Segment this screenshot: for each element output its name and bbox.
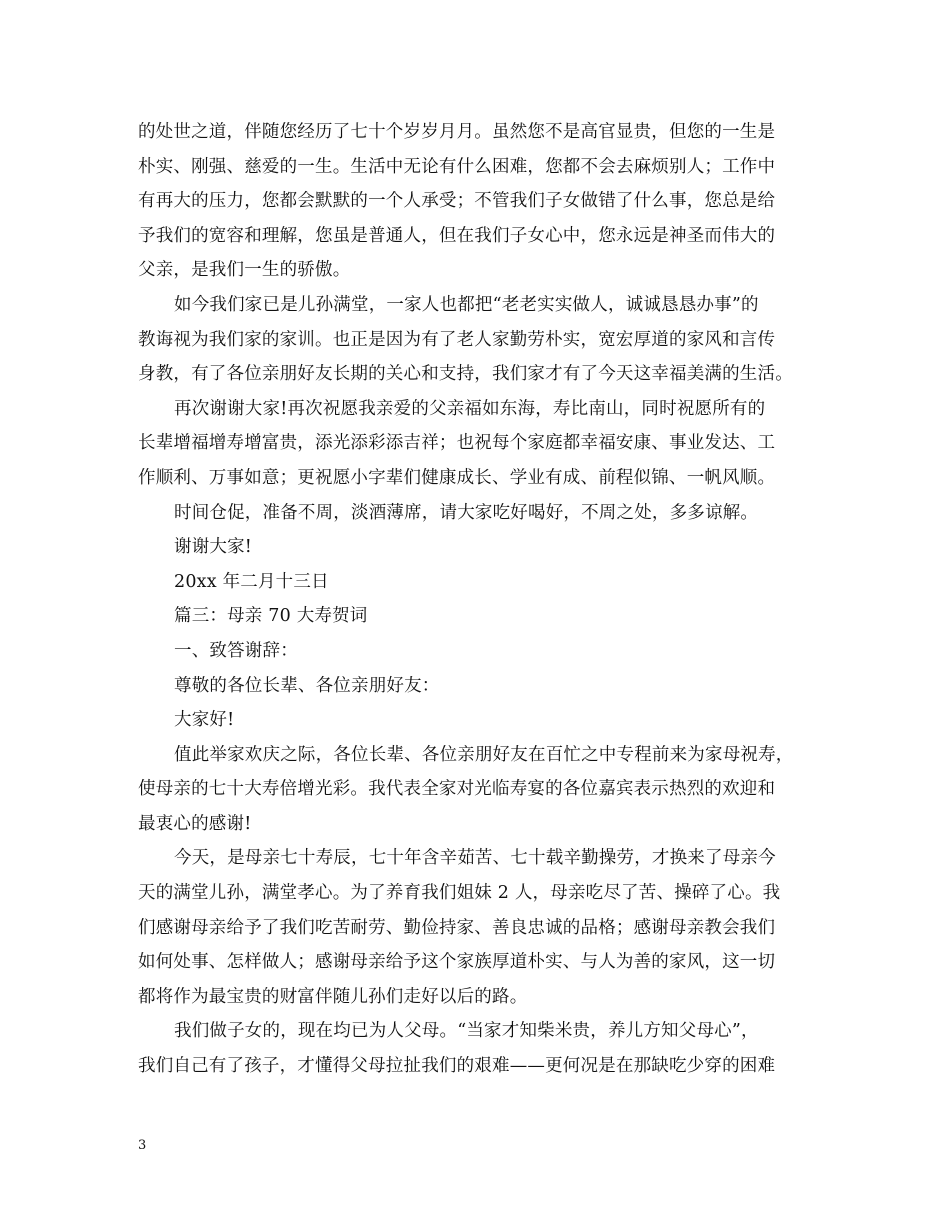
document-body <box>138 115 818 1084</box>
text-line: 使母亲的七十大寿倍增光彩。我代表全家对光临寿宴的各位嘉宾表示热烈的欢迎和 <box>138 779 776 800</box>
text-line: 们感谢母亲给予了我们吃苦耐劳、勤俭持家、善良忠诚的品格；感谢母亲教会我们 <box>138 917 776 938</box>
date-line: 20xx 年二月十三日 <box>174 571 329 592</box>
text-line: 我们自己有了孩子，才懂得父母拉扯我们的艰难——更何况是在那缺吃少穿的困难 <box>138 1056 776 1077</box>
text-line: 再次谢谢大家!再次祝愿我亲爱的父亲福如东海，寿比南山，同时祝愿所有的 <box>174 398 766 419</box>
text-line: 时间仓促，准备不周，淡酒薄席，请大家吃好喝好，不周之处，多多谅解。 <box>174 502 759 523</box>
section-heading: 篇三：母亲 70 大寿贺词 <box>174 606 368 627</box>
text-line: 最衷心的感谢! <box>138 813 252 834</box>
salutation: 尊敬的各位长辈、各位亲朋好友： <box>174 675 440 696</box>
subsection-heading: 一、致答谢辞： <box>174 640 298 661</box>
text-line: 作顺利、万事如意；更祝愿小字辈们健康成长、学业有成、前程似锦、一帆风顺。 <box>138 467 776 488</box>
page-number: 3 <box>138 1138 147 1153</box>
text-line: 予我们的宽容和理解，您虽是普通人，但在我们子女心中，您永远是神圣而伟大的 <box>138 225 776 246</box>
text-line: 值此举家欢庆之际，各位长辈、各位亲朋好友在百忙之中专程前来为家母祝寿， <box>174 744 794 765</box>
text-line: 朴实、刚强、慈爱的一生。生活中无论有什么困难，您都不会去麻烦别人；工作中 <box>138 156 776 177</box>
text-line: 都将作为最宝贵的财富伴随儿孙们走好以后的路。 <box>138 986 528 1007</box>
greeting: 大家好! <box>174 710 235 731</box>
text-line: 我们做子女的，现在均已为人父母。“当家才知柴米贵，养儿方知父母心”， <box>174 1021 759 1042</box>
text-line: 教诲视为我们家的家训。也正是因为有了老人家勤劳朴实，宽宏厚道的家风和言传 <box>138 329 776 350</box>
text-line: 如今我们家已是儿孙满堂，一家人也都把“老老实实做人，诚诚恳恳办事”的 <box>174 294 759 315</box>
text-line: 父亲，是我们一生的骄傲。 <box>138 260 351 281</box>
text-line: 天的满堂儿孙，满堂孝心。为了养育我们姐妹 2 人，母亲吃尽了苦、操碎了心。我 <box>138 883 781 904</box>
text-line: 有再大的压力，您都会默默的一个人承受；不管我们子女做错了什么事，您总是给 <box>138 191 776 212</box>
text-line: 今天，是母亲七十寿辰，七十年含辛茹苦、七十载辛勤操劳，才换来了母亲今 <box>174 848 776 869</box>
text-line: 谢谢大家! <box>174 537 253 558</box>
text-line: 如何处事、怎样做人；感谢母亲给予这个家族厚道朴实、与人为善的家风，这一切 <box>138 952 776 973</box>
text-line: 身教，有了各位亲朋好友长期的关心和支持，我们家才有了今天这幸福美满的生活。 <box>138 364 793 385</box>
text-line: 长辈增福增寿增富贵，添光添彩添吉祥；也祝每个家庭都幸福安康、事业发达、工 <box>138 433 776 454</box>
text-line: 的处世之道，伴随您经历了七十个岁岁月月。虽然您不是高官显贵，但您的一生是 <box>138 122 776 142</box>
